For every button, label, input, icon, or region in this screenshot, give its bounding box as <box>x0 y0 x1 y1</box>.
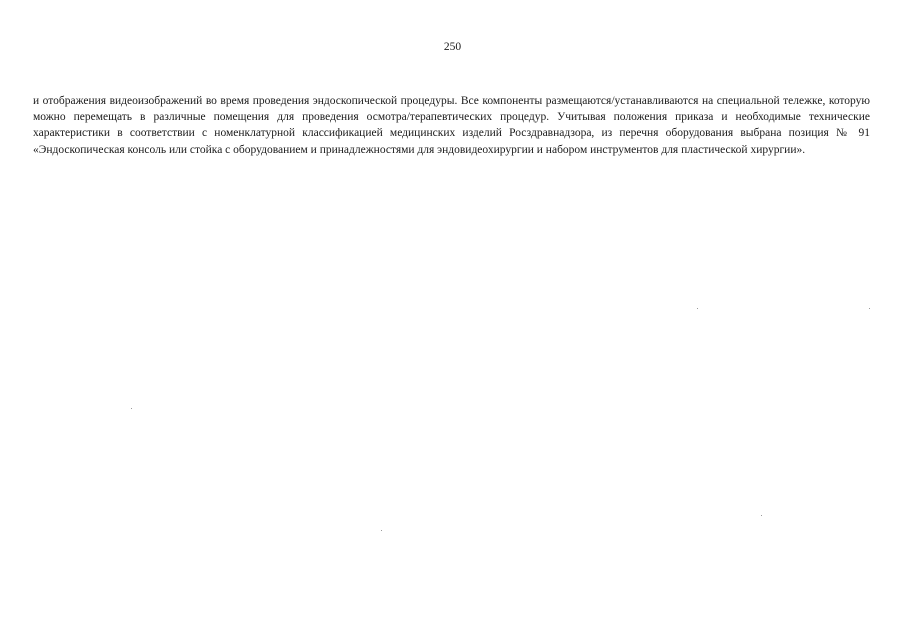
scan-speck <box>381 530 382 531</box>
page-number: 250 <box>443 41 462 53</box>
body-paragraph: и отображения видеоизображений во время проведения эндоскопической процедуры. Все компоненты размещаются/устанавливаются на специальной тележке, которую можно перемещать в различные помещения для проведения осмотра/терапевтических процедур. Учитывая положения приказа и необходимые технические характеристики в соответствии с номенклатурной классификацией медицинских изделий Росздравнадзора, из перечня оборудования выбрана позиция № 91 «Эндоскопическая консоль или стойка с оборудованием и принадлежностями для эндовидеохирургии и набором инструментов для пластической хирургии». <box>33 95 870 156</box>
scan-speck <box>761 515 762 516</box>
scan-speck <box>697 308 698 309</box>
scan-speck <box>131 408 132 409</box>
scan-speck <box>869 308 870 309</box>
